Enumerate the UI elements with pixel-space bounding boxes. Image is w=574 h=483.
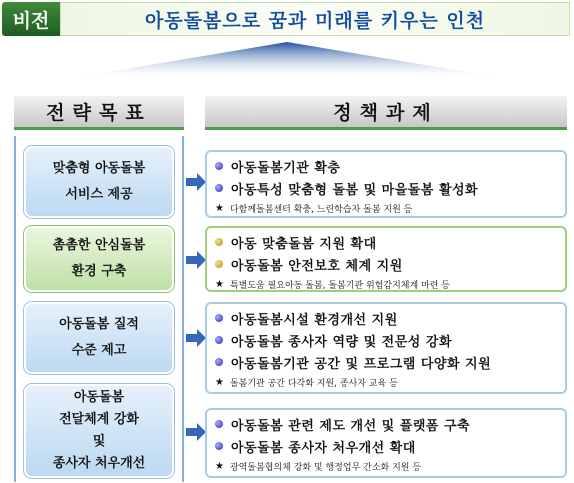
task-item-text: 아동돌봄시설 환경개선 지원 [231,312,398,328]
goal-1-line2: 서비스 제공 [65,187,133,202]
task-note-text: 광역돌봄협의체 강화 및 행정업무 간소화 지원 등 [229,462,422,473]
task-item [215,307,557,329]
goal-3-line1: 아동돌봄 질적 [59,317,139,332]
vision-statement: 아동돌봄으로 꿈과 미래를 키우는 인천 [60,2,570,36]
goal-2-line2: 환경 구축 [71,264,127,279]
task-item [215,413,557,435]
task-item [215,231,557,253]
task-item-text: 아동돌봄 종사자 처우개선 확대 [231,440,416,456]
task-box-3 [205,302,567,394]
task-item-text: 아동 맞춤돌봄 지원 확대 [231,236,377,252]
connector-arrow-icon [186,172,206,192]
star-icon: ★ [215,376,224,388]
task-note-text: 특별도움 필요아동 돌봄, 돌봄기관 위험감지체계 마련 등 [229,280,450,291]
task-box-2 [205,226,567,292]
goal-4-line1: 아동돌봄 [73,390,125,405]
task-note [215,199,557,217]
policy-tasks-header: 정책과제 [205,96,567,130]
goal-box-2 [24,226,174,292]
bullet-icon [215,314,223,322]
goal-2-line1: 촘촘한 안심돌봄 [52,238,146,253]
task-item-text: 아동돌봄기관 확충 [231,160,341,176]
task-item [215,351,557,373]
bullet-icon [215,260,223,268]
goal-1-line1: 맞춤형 아동돌봄 [52,161,146,176]
task-item [215,253,557,275]
goal-box-1 [24,146,174,218]
task-item [215,435,557,457]
task-box-4 [205,408,567,478]
task-note [215,373,557,391]
goal-3-line2: 수준 제고 [71,343,127,358]
task-item-text: 아동특성 맞춤형 돌봄 및 마을돌봄 활성화 [231,182,479,198]
task-note [215,457,557,475]
task-item [215,155,557,177]
goal-4-line3: 및 [92,434,106,449]
star-icon: ★ [215,278,224,290]
bullet-icon [215,420,223,428]
bullet-icon [215,184,223,192]
task-item-text: 아동돌봄기관 공간 및 프로그램 다양화 지원 [231,356,492,372]
task-item [215,329,557,351]
connector-arrow-icon [186,422,206,442]
task-item [215,177,557,199]
goal-4-line2: 전달체계 강화 [59,412,139,427]
task-item-text: 아동돌봄 관련 제도 개선 및 플랫폼 구축 [231,418,471,434]
bullet-icon [215,336,223,344]
bullet-icon [215,358,223,366]
task-note [215,275,557,293]
connector-arrow-icon [186,250,206,270]
task-item-text: 아동돌봄 종사자 역량 및 전문성 강화 [231,334,452,350]
goal-box-3 [24,302,174,374]
star-icon: ★ [215,460,224,472]
task-box-1 [205,150,567,218]
goal-box-4 [24,384,174,478]
connector-arrow-icon [186,328,206,348]
strategy-goals-header: 전략목표 [14,96,184,130]
vision-label: 비전 [2,2,60,36]
task-item-text: 아동돌봄 안전보호 체계 지원 [231,258,403,274]
bullet-icon [215,442,223,450]
task-note-text: 다함께돌봄센터 확충, 느린학습자 돌봄 지원 등 [229,204,413,215]
star-icon: ★ [215,202,224,214]
upward-arrow-icon [0,40,574,94]
bullet-icon [215,162,223,170]
bullet-icon [215,238,223,246]
goal-4-line4: 종사자 처우개선 [52,456,146,471]
task-note-text: 돌봄기관 공간 다각화 지원, 종사자 교육 등 [229,378,398,389]
